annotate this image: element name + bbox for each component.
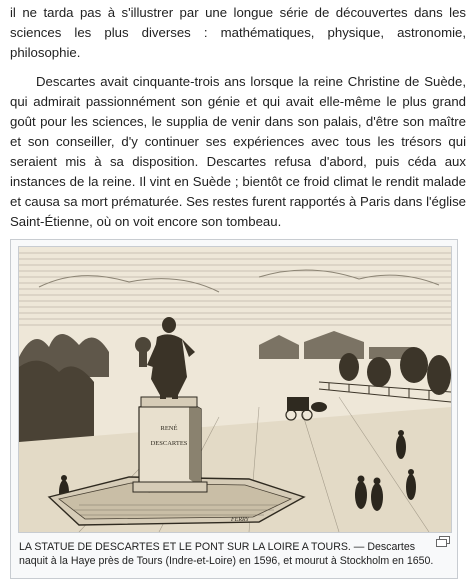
paragraph-descartes-sweden: Descartes avait cinquante-trois ans lorsque la reine Christine de Suède, qui admirait passionnément son génie et qui avait elle-même le plus grand goût pour les sciences, le supplia de venir dans son palais, d'être son maître et son conseiller, d'y continuer ses expériences avec tous les trésors qui seraient mis à sa disposition. Descartes refusa d'abord, puis céda aux instances de la reine. Il vint en Suède ; bientôt ce froid climat le rendit malade et causa sa mort prématurée. Ses restes furent rapportés à Paris dans l'église Saint-Étienne, où on voit encore son tombeau.	[10, 74, 466, 229]
figure-thumbnail	[10, 239, 458, 579]
paragraph-intro: il ne tarda pas à s'illustrer par une longue série de découvertes dans les sciences les plus diverses : mathématiques, physique, astronomie, philosophie.	[10, 5, 466, 60]
engraving-illustration	[19, 247, 451, 532]
article-body	[10, 0, 466, 232]
pedestal-inscription-2: DESCARTES	[150, 440, 188, 447]
engraving-image[interactable]	[18, 246, 452, 533]
pedestal-inscription-1: RENÉ	[160, 425, 178, 432]
engraver-signature: FERRY	[231, 517, 249, 523]
figure-caption: LA STATUE DE DESCARTES ET LE PONT SUR LA LOIRE A TOURS. — Descartes naquit à la Haye près de Tours (Indre-et-Loire) en 1596, et mourut à Stockholm en 1650.	[19, 541, 434, 567]
magnify-icon[interactable]	[436, 536, 450, 547]
